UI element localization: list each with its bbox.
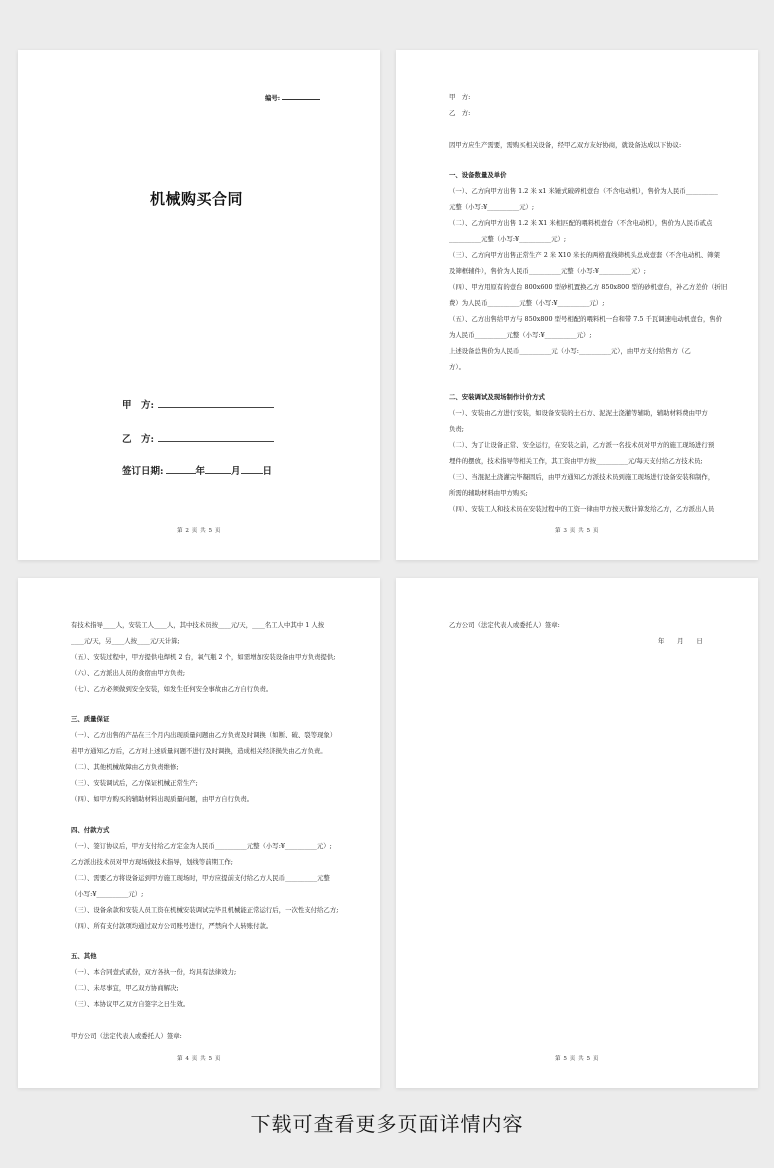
signature-date-line: 年 月 日 xyxy=(658,637,703,645)
clause-line: （四）、所有支付款项均通过双方公司账号进行，严禁向个人转账付款。 xyxy=(71,922,273,930)
clause-line: 方）。 xyxy=(449,363,465,371)
clause-line: 元整（小写:¥__________元）; xyxy=(449,203,535,211)
party-a-blank xyxy=(158,399,274,408)
clause-line: （二）、其他机械故障由乙方负责维修; xyxy=(71,763,179,771)
sign-date-label: 签订日期: xyxy=(122,466,164,477)
clause-line: __________元整（小写:¥__________元）; xyxy=(449,235,567,243)
clause-line: 若甲方通知乙方后，乙方对上述质量问题不进行及时调换，造成相关经济损失由乙方负责。 xyxy=(71,747,327,755)
contract-page-3 xyxy=(396,50,758,560)
clause-line: （小写:¥__________元）; xyxy=(71,890,144,898)
contract-page-4 xyxy=(18,578,380,1088)
clause-line: （一）、安装由乙方进行安装，如设备安装的土石方、泥泥土浇灌等辅助，辅助材料费由甲方 xyxy=(449,409,708,417)
month-blank xyxy=(205,465,231,474)
intro-paragraph: 因甲方应生产需要，需购买相关设备，经甲乙双方友好协商，就设备达成以下协议: xyxy=(449,141,682,149)
day-label: 日 xyxy=(262,466,273,477)
clause-line: 埋件的摆放，技术指导等相关工作，其工资由甲方按__________元/每天支付给乙方技术员; xyxy=(449,457,703,465)
party-b-line: 乙 方: xyxy=(449,109,471,117)
party-b-label: 乙 方: xyxy=(122,434,155,445)
clause-line: （六）、乙方派出人员的食宿由甲方负责; xyxy=(71,669,185,677)
contract-title: 机械购买合同 xyxy=(150,190,244,208)
party-a-label: 甲 方: xyxy=(122,400,155,411)
clause-line: （三）、设备余款和安装人员工资在机械安装调试完毕且机械能正常运行后，一次性支付给乙方; xyxy=(71,906,339,914)
clause-line: （七）、乙方必须做到安全安装，如发生任何安全事故由乙方自行负责。 xyxy=(71,685,273,693)
party-a-line: 甲 方: xyxy=(449,93,471,101)
party-a-row xyxy=(122,397,274,411)
clause-line: （一）、本合同壹式贰份，双方各执一份，均具有法律效力; xyxy=(71,968,237,976)
section-heading: 一、设备数量及单价 xyxy=(449,171,507,179)
clause-line: （五）、乙方出售给甲方与 850x800 型号相配的喂料机一台和带 7.5 千瓦调速电动机壹台，售价 xyxy=(449,315,723,323)
clause-line: （二）、未尽事宜，甲乙双方协商解决; xyxy=(71,984,179,992)
clause-line: ____元/天，另____人按____元/天计算; xyxy=(71,637,180,645)
section-heading: 四、付款方式 xyxy=(71,826,110,834)
clause-line: （一）、签订协议后，甲方支付给乙方定金为人民币__________元整（小写:¥__________元）; xyxy=(71,842,332,850)
clause-line: 有技术指导____人，安装工人____人，其中技术员按____元/天，____名工人中其中 1 人按 xyxy=(71,621,325,629)
party-a-signature-label: 甲方公司（法定代表人或委托人）签章: xyxy=(71,1032,182,1040)
clause-line: 所需的辅助材料由甲方购买; xyxy=(449,489,528,497)
clause-line: （三）、安装调试后，乙方保证机械正常生产; xyxy=(71,779,198,787)
clause-line: （五）、安装过程中，甲方提供电焊机 2 台，氧气瓶 2 个，如需增加安装设备由甲方负责提供; xyxy=(71,653,336,661)
page-footer: 第 2 页 共 5 页 xyxy=(177,528,221,534)
section-heading: 二、安装调试及现场制作计价方式 xyxy=(449,393,545,401)
clause-line: （三）、乙方向甲方出售正常生产 2 米 X10 米长的两格直线筛机头总成壹套（不含电动机、筛架 xyxy=(449,251,720,259)
year-label: 年 xyxy=(195,466,206,477)
number-blank xyxy=(282,93,320,100)
clause-line: （二）、需要乙方将设备运到甲方施工现场时，甲方应提前支付给乙方人民币__________元整 xyxy=(71,874,330,882)
clause-line: （四）、如甲方购买的辅助材料出现质量问题，由甲方自行负责。 xyxy=(71,795,254,803)
clause-line: 费）为人民币__________元整（小写:¥__________元）; xyxy=(449,299,605,307)
clause-line: （二）、乙方向甲方出售 1.2 米 X1 米相匹配的喂料机壹台（不含电动机），售价为人民币贰点 xyxy=(449,219,713,227)
page-footer: 第 3 页 共 5 页 xyxy=(555,528,599,534)
section-heading: 五、其他 xyxy=(71,952,97,960)
clause-line: （四）、安装工人和技术员在安装过程中的工资一律由甲方按天数计算发给乙方，乙方派出人员 xyxy=(449,505,715,513)
contract-cover-page xyxy=(18,50,380,560)
clause-line: 乙方派出技术员对甲方现场做技术指导，划线等前期工作; xyxy=(71,858,233,866)
page-footer: 第 4 页 共 5 页 xyxy=(177,1056,221,1062)
contract-page-5 xyxy=(396,578,758,1088)
clause-line: 负责; xyxy=(449,425,464,433)
clause-line: （三）、本协议甲乙双方自签字之日生效。 xyxy=(71,1000,190,1008)
clause-line: （二）、为了让设备正常、安全运行，在安装之前，乙方派一名技术员对甲方的施工现场进行预 xyxy=(449,441,715,449)
clause-line: （一）、乙方向甲方出售 1.2 米 x1 米锤式破碎机壹台（不含电动机），售价为人民币__________ xyxy=(449,187,718,195)
section-heading: 三、质量保证 xyxy=(71,715,110,723)
day-blank xyxy=(241,465,263,474)
party-b-signature-label: 乙方公司（法定代表人或委托人）签章: xyxy=(449,621,560,629)
clause-line: 为人民币__________元整（小写:¥__________元）; xyxy=(449,331,592,339)
month-label: 月 xyxy=(231,466,241,477)
year-blank xyxy=(166,465,196,474)
clause-line: （三）、当混泥土浇灌完毕凝固后，由甲方通知乙方派技术员到施工现场进行设备安装和制作， xyxy=(449,473,715,481)
number-field xyxy=(265,93,320,102)
clause-line: 及筛框辅件），售价为人民币__________元整（小写:¥__________元）; xyxy=(449,267,646,275)
clause-line: 上述设备总售价为人民币__________元（小写:__________元），由甲方支付给售方（乙 xyxy=(449,347,691,355)
party-b-row xyxy=(122,431,274,445)
number-label: 编号: xyxy=(265,94,281,102)
clause-line: （一）、乙方出售的产品在三个月内出现质量问题由乙方负责及时调换（如断、破、裂等现象） xyxy=(71,731,337,739)
download-caption: 下载可查看更多页面详情内容 xyxy=(250,1112,524,1136)
page-footer: 第 5 页 共 5 页 xyxy=(555,1056,599,1062)
party-b-blank xyxy=(158,433,274,442)
sign-date-row xyxy=(122,463,272,477)
clause-line: （四）、甲方用原有的壹台 800x600 型砂机置换乙方 850x800 型的砂机壹台，补乙方差价（折旧 xyxy=(449,283,728,291)
